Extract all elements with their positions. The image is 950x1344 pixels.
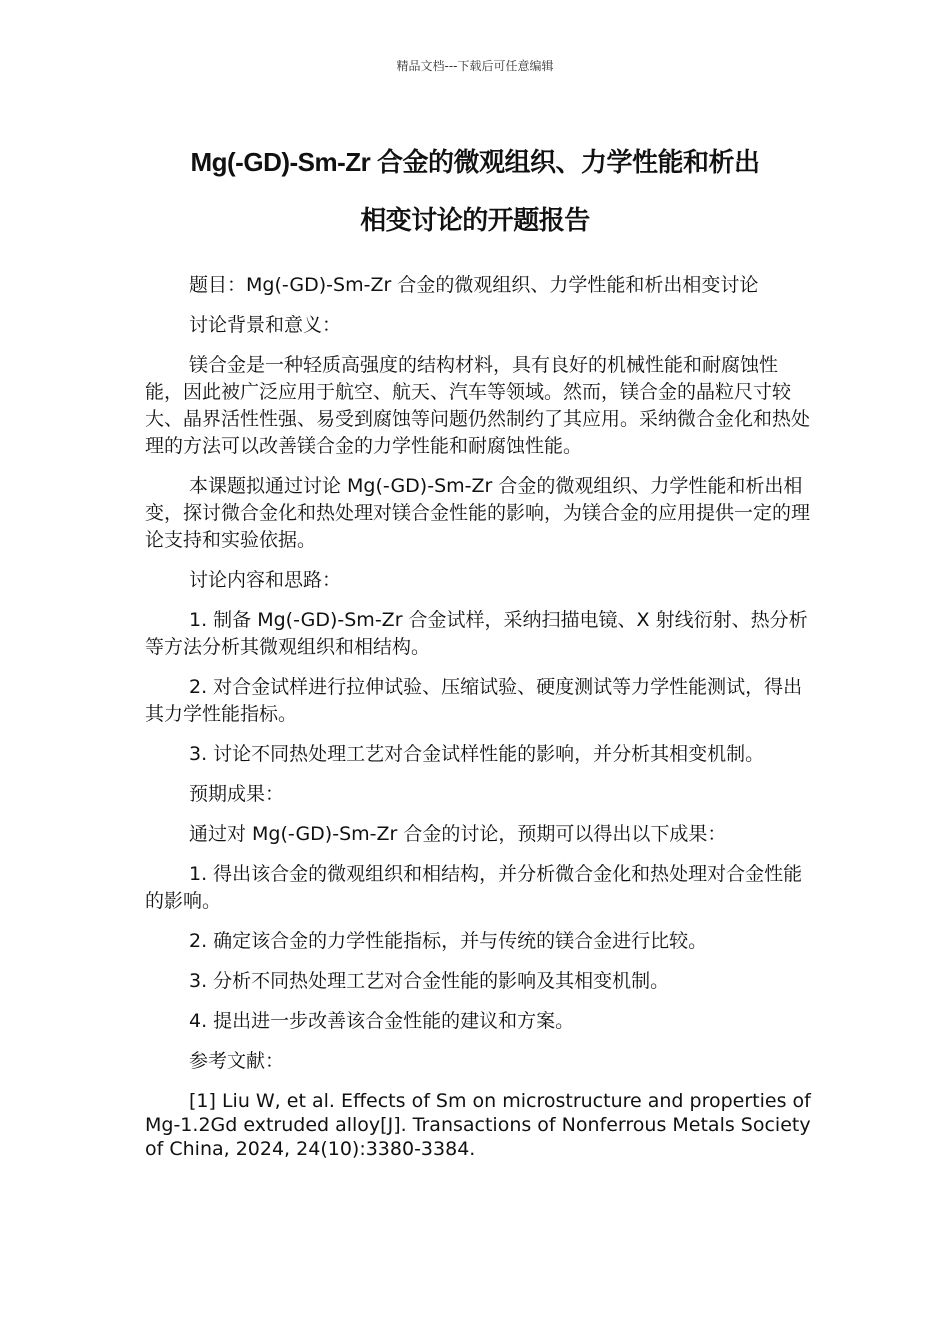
document-body [145,272,811,1174]
page-header: 精品文档---下载后可任意编辑 [396,59,554,73]
paragraph-background: 镁合金是一种轻质高强度的结构材料，具有良好的机械性能和耐腐蚀性能，因此被广泛应用于航空、航天、汽车等领域。然而，镁合金的晶粒尺寸较大、晶界活性性强、易受到腐蚀等问题仍然制约了其应用。采纳微合金化和热处理的方法可以改善镁合金的力学性能和耐腐蚀性能。 [145,354,811,457]
list-item-expected-2: 2. 确定该合金的力学性能指标，并与传统的镁合金进行比较。 [189,930,708,952]
heading-references: 参考文献： [189,1050,285,1072]
title-line-1: Mg(-GD)-Sm-Zr 合金的微观组织、力学性能和析出 [190,147,760,177]
heading-background: 讨论背景和意义： [189,314,342,336]
list-item-content-1: 1. 制备 Mg(-GD)-Sm-Zr 合金试样，采纳扫描电镜、X 射线衍射、热分析等方法分析其微观组织和相结构。 [145,609,808,658]
list-item-expected-4: 4. 提出进一步改善该合金性能的建议和方案。 [189,1010,575,1032]
document-title [130,133,820,249]
list-item-content-3: 3. 讨论不同热处理工艺对合金试样性能的影响，并分析其相变机制。 [189,743,765,765]
reference-item: [1] Liu W, et al. Effects of Sm on microstructure and properties of Mg-1.2Gd extruded alloy[J]. Transactions of Nonferrous Metals Society of China, 2024, 24(10):3380-3384. [145,1090,811,1160]
heading-content: 讨论内容和思路： [189,569,342,591]
list-item-expected-3: 3. 分析不同热处理工艺对合金性能的影响及其相变机制。 [189,970,670,992]
list-item-expected-1: 1. 得出该合金的微观组织和相结构，并分析微合金化和热处理对合金性能的影响。 [145,863,803,912]
paragraph-topic: 题目：Mg(-GD)-Sm-Zr 合金的微观组织、力学性能和析出相变讨论 [189,274,759,296]
title-line-2: 相变讨论的开题报告 [360,205,590,235]
paragraph-expected-intro: 通过对 Mg(-GD)-Sm-Zr 合金的讨论，预期可以得出以下成果： [189,823,727,845]
paragraph-purpose: 本课题拟通过讨论 Mg(-GD)-Sm-Zr 合金的微观组织、力学性能和析出相变，探讨微合金化和热处理对镁合金性能的影响，为镁合金的应用提供一定的理论支持和实验依据。 [145,475,811,551]
list-item-content-2: 2. 对合金试样进行拉伸试验、压缩试验、硬度测试等力学性能测试，得出其力学性能指标。 [145,676,803,725]
heading-expected: 预期成果： [189,783,285,805]
